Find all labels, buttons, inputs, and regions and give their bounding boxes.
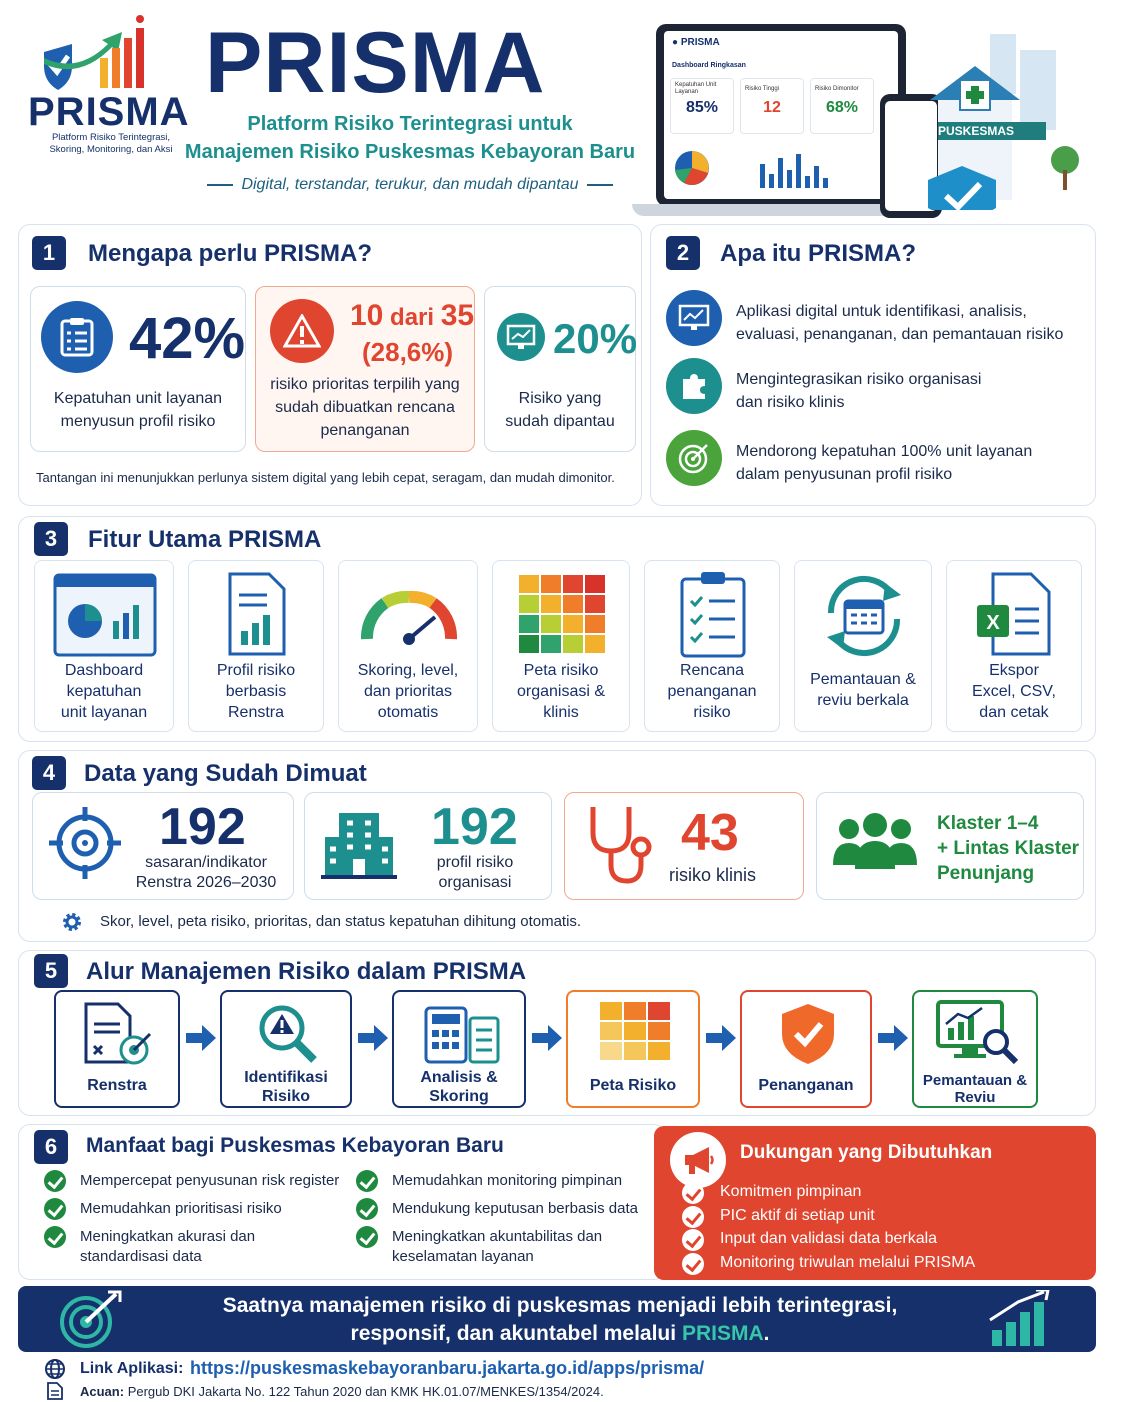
feature-risk-profile [188,560,324,732]
warning-icon [270,299,334,363]
calculator-doc-icon [422,1002,502,1066]
heatmap-icon [600,1002,670,1062]
check-icon [356,1198,378,1220]
data-label-renstra: sasaran/indikator Renstra 2026–2030 [135,854,277,891]
flow-label-renstra: Renstra [87,1077,147,1094]
check-icon [682,1253,704,1275]
mockup-kpi-2: Risiko Tinggi 12 [740,78,804,134]
section-title-3: Fitur Utama PRISMA [88,526,322,553]
puskesmas-label: PUSKESMAS [938,124,1015,138]
flow-step-analysis [392,990,526,1108]
arrow-right-icon [530,1023,564,1053]
section-number-2: 2 [666,236,700,270]
support-item-2: PIC aktif di setiap unit [720,1207,875,1224]
stat-card-compliance [30,286,246,452]
checklist-icon [679,569,747,659]
support-title: Dukungan yang Dibutuhkan [740,1142,993,1163]
puzzle-icon [666,358,722,414]
check-icon [44,1170,66,1192]
people-group-icon [833,813,917,873]
support-item-3: Input dan validasi data berkala [720,1230,938,1247]
flow-step-renstra [54,990,180,1108]
feature-label-risk-map: Peta risiko organisasi & klinis [516,662,606,721]
stat-value-monitored: 20% [553,315,638,362]
stat-label-priority-2: sudah dibuatkan rencana [275,399,455,416]
data-card-renstra [32,792,294,900]
data-label-clinical: risiko klinis [669,865,757,885]
stat-label-monitored-2: sudah dipantau [505,413,615,430]
section-title-4: Data yang Sudah Dimuat [84,760,367,787]
mockup-app-name: ● PRISMA [672,37,720,48]
feature-label-risk-profile: Profil risiko berbasis Renstra [216,662,296,721]
flow-step-treatment [740,990,872,1108]
dashboard-icon [53,573,157,657]
section-number-1: 1 [32,236,66,270]
app-link[interactable]: https://puskesmaskebayoranbaru.jakarta.go.id/apps/prisma/ [190,1358,705,1378]
stethoscope-icon [585,801,655,889]
feature-export [946,560,1082,732]
flow-step-monitoring [912,990,1038,1108]
section-title-5: Alur Manajemen Risiko dalam PRISMA [86,958,527,985]
benefit-right-1: Memudahkan monitoring pimpinan [392,1172,623,1189]
data-label-org-profile: profil risiko organisasi [436,854,514,891]
stat-card-priority-risk [255,286,475,452]
stat-label-priority-3: penanganan [320,422,410,439]
check-icon [44,1198,66,1220]
arrow-right-icon [876,1023,910,1053]
flow-step-risk-map [566,990,700,1108]
stat-card-monitored [484,286,636,452]
banner-line1: Saatnya manajemen risiko di puskesmas menjadi lebih terintegrasi, [222,1294,898,1317]
heatmap-icon [519,575,607,653]
feature-monitoring [794,560,932,732]
document-icon [46,1382,64,1400]
flow-label-analysis: Analisis & Skoring [420,1069,498,1105]
flow-step-identification [220,990,352,1108]
building-icon [321,805,397,881]
arrow-right-icon [356,1023,390,1053]
what-item-2: Mengintegrasikan risiko organisasi dan risiko klinis [736,371,982,411]
megaphone-icon [670,1132,726,1188]
feature-dashboard [34,560,174,732]
target-arrow-icon [56,1290,122,1350]
link-label: Link Aplikasi: [80,1360,184,1377]
check-icon [356,1226,378,1248]
stat-label-monitored-1: Risiko yang [518,390,602,407]
data-value-clinical: 43 [681,804,739,862]
stat-value-compliance: 42% [129,306,246,371]
prisma-logo-icon [38,14,168,92]
benefit-left-3: Meningkatkan akurasi dan standardisasi data [80,1228,256,1265]
mockup-bar-icon [752,144,842,192]
arrow-right-icon [704,1023,738,1053]
feature-label-dashboard: Dashboard kepatuhan unit layanan [60,662,148,721]
check-icon [44,1226,66,1248]
data-value-org-profile: 192 [431,798,518,856]
what-item-3: Mendorong kepatuhan 100% unit layanan dalam penyusunan profil risiko [736,443,1033,483]
data-card-cluster [816,792,1084,900]
section-title-6: Manfaat bagi Puskesmas Kebayoran Baru [86,1134,504,1157]
stat-value-priority: 10 dari 35 [350,299,475,332]
page-subtitle [180,110,640,166]
crosshair-icon [47,805,123,881]
page-title: PRISMA [205,15,546,111]
monitor-chart-icon [497,313,545,361]
mockup-kpi-1: Kepatuhan Unit Layanan 85% [670,78,734,134]
section-title-1: Mengapa perlu PRISMA? [88,240,373,267]
check-icon [682,1229,704,1251]
data-card-org-profile [304,792,552,900]
data-label-cluster: Klaster 1–4 + Lintas Klaster Penunjang [937,813,1080,884]
section-number-5: 5 [34,954,68,988]
flow-label-monitoring: Pemantauan & Reviu [922,1072,1028,1106]
data-card-clinical [564,792,804,900]
stat-value-priority-pct: (28,6%) [362,337,454,367]
banner-line2: responsif, dan akuntabel melalui PRISMA. [350,1322,770,1345]
clipboard-icon [41,301,113,373]
feature-label-scoring: Skoring, level, dan prioritas otomatis [357,662,459,721]
feature-label-treatment: Rencana penanganan risiko [667,662,757,721]
tagline-text: Digital, terstandar, terukur, dan mudah dipantau [241,176,579,193]
section1-note: Tantangan ini menunjukkan perlunya sistem digital yang lebih cepat, seragam, dan mudah dimonitor. [36,470,615,485]
feature-scoring [338,560,478,732]
logo-tagline: Platform Risiko Terintegrasi, Skoring, Monitoring, dan Aksi [49,132,173,155]
excel-file-icon [975,571,1053,657]
feature-label-export: Ekspor Excel, CSV, dan cetak [972,662,1056,721]
banner-text [140,1292,980,1348]
monitor-magnifier-icon [936,1000,1020,1066]
feature-label-monitoring: Pemantauan & reviu berkala [810,671,916,709]
what-item-1: Aplikasi digital untuk identifikasi, analisis, evaluasi, penanganan, dan pemantauan risiko [736,303,1064,343]
feature-treatment-plan [644,560,780,732]
puskesmas-building-icon [920,30,1080,210]
benefit-right-3: Meningkatkan akuntabilitas dan keselamatan layanan [392,1228,603,1265]
calendar-cycle-icon [817,573,911,659]
stat-label-priority-1: risiko prioritas terpilih yang [270,376,460,393]
target-icon [666,430,722,486]
feature-risk-map [492,560,630,732]
growth-chart-icon [988,1290,1054,1348]
document-target-icon [82,1002,154,1066]
flow-label-risk-map: Peta Risiko [589,1077,677,1094]
gauge-icon [359,577,459,647]
stat-label-compliance-2: menyusun profil risiko [60,413,216,430]
support-item-4: Monitoring triwulan melalui PRISMA [720,1254,976,1271]
check-icon [682,1182,704,1204]
flow-label-treatment: Penanganan [758,1077,854,1094]
data-value-renstra: 192 [159,798,246,856]
benefit-right-2: Mendukung keputusan berbasis data [392,1200,639,1217]
globe-icon [44,1358,66,1380]
arrow-right-icon [184,1023,218,1053]
mockup-pie-icon [672,148,712,188]
section-number-4: 4 [32,756,66,790]
stat-label-compliance-1: Kepatuhan unit layanan [53,390,223,407]
logo-wordmark: PRISMA [28,90,190,134]
mockup-dashboard-title: Dashboard Ringkasan [672,62,746,69]
desktop-chart-icon [666,290,722,346]
section-number-6: 6 [34,1130,68,1164]
subtitle-line1: Platform Risiko Terintegrasi untuk [247,113,573,135]
section4-note: Skor, level, peta risiko, prioritas, dan status kepatuhan dihitung otomatis. [100,913,582,930]
document-chart-icon [227,571,287,657]
section-title-2: Apa itu PRISMA? [720,240,916,267]
mockup-kpi-3: Risiko Dimonitor 68% [810,78,874,134]
flow-label-identification: Identifikasi Risiko [244,1069,328,1105]
shield-check-icon [780,1002,836,1066]
svg-text:X: X [986,612,1000,634]
section-number-3: 3 [34,522,68,556]
tagline [180,176,640,194]
benefit-left-1: Mempercepat penyusunan risk register [80,1172,340,1189]
check-icon [682,1206,704,1228]
reference: Acuan: Pergub DKI Jakarta No. 122 Tahun 2020 dan KMK HK.01.07/MENKES/1354/2024. [80,1384,604,1399]
magnifier-warning-icon [256,1002,320,1066]
check-icon [356,1170,378,1192]
subtitle-line2: Manajemen Risiko Puskesmas Kebayoran Baru [184,141,636,163]
gear-icon [60,910,84,934]
benefit-left-2: Memudahkan prioritisasi risiko [80,1200,282,1217]
support-item-1: Komitmen pimpinan [720,1183,862,1200]
